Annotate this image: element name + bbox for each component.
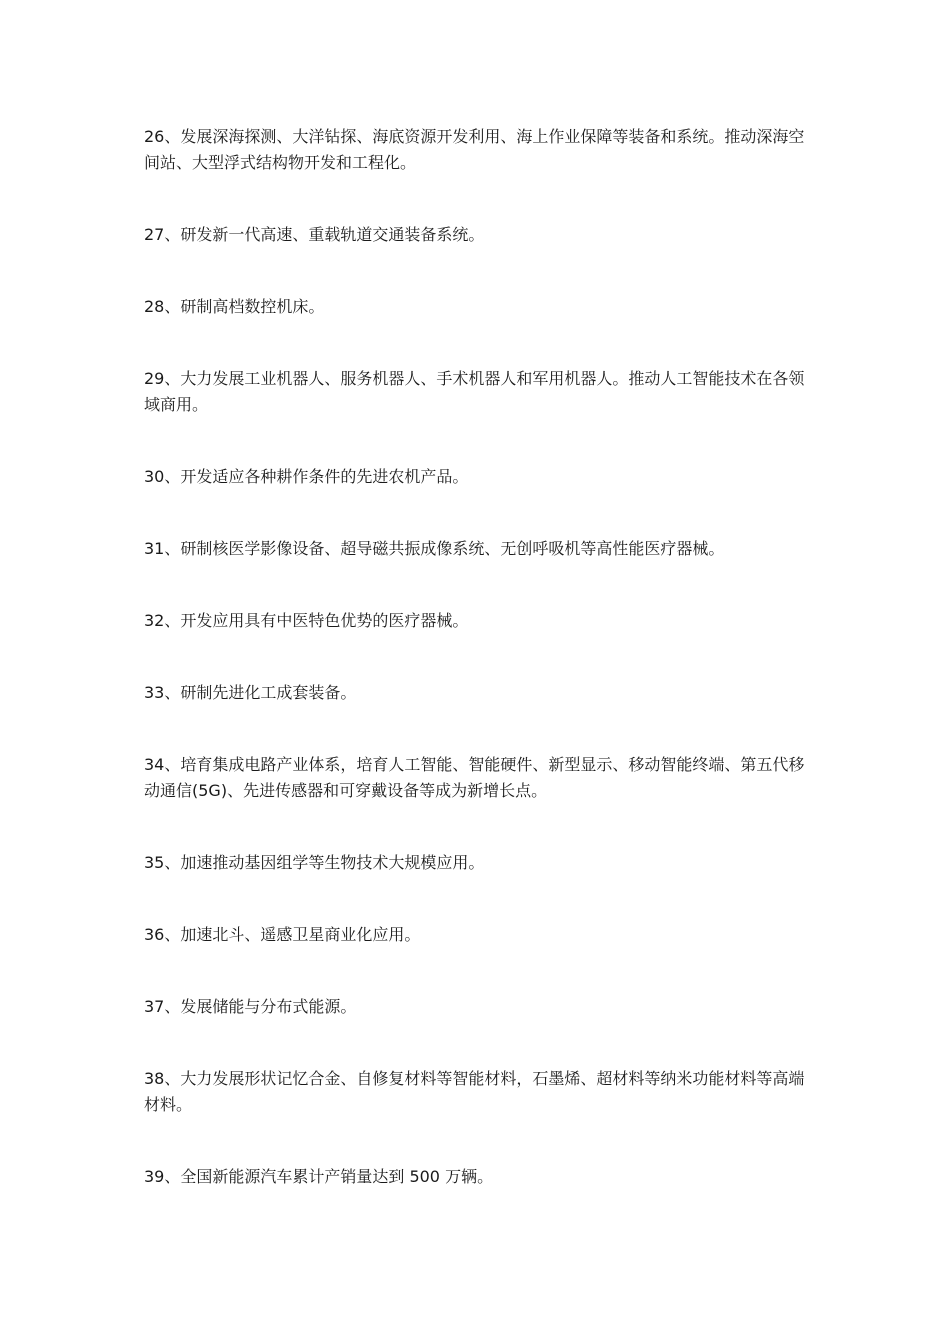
list-item-37: 37、发展储能与分布式能源。 <box>144 997 357 1016</box>
list-item-32: 32、开发应用具有中医特色优势的医疗器械。 <box>144 611 469 630</box>
list-item-27: 27、研发新一代高速、重载轨道交通装备系统。 <box>144 225 485 244</box>
list-item-31: 31、研制核医学影像设备、超导磁共振成像系统、无创呼吸机等高性能医疗器械。 <box>144 539 725 558</box>
list-item-33: 33、研制先进化工成套装备。 <box>144 683 357 702</box>
list-item-34: 34、培育集成电路产业体系，培育人工智能、智能硬件、新型显示、移动智能终端、第五代移动通信(5G)、先进传感器和可穿戴设备等成为新增长点。 <box>144 755 805 800</box>
list-item-39: 39、全国新能源汽车累计产销量达到 500 万辆。 <box>144 1167 494 1186</box>
list-item-29: 29、大力发展工业机器人、服务机器人、手术机器人和军用机器人。推动人工智能技术在各领域商用。 <box>144 369 805 414</box>
list-item-38: 38、大力发展形状记忆合金、自修复材料等智能材料，石墨烯、超材料等纳米功能材料等高端材料。 <box>144 1069 805 1114</box>
list-item-35: 35、加速推动基因组学等生物技术大规模应用。 <box>144 853 485 872</box>
list-item-26: 26、发展深海探测、大洋钻探、海底资源开发利用、海上作业保障等装备和系统。推动深海空间站、大型浮式结构物开发和工程化。 <box>144 127 805 172</box>
document-body <box>144 124 806 1190</box>
list-item-28: 28、研制高档数控机床。 <box>144 297 325 316</box>
list-item-36: 36、加速北斗、遥感卫星商业化应用。 <box>144 925 421 944</box>
list-item-30: 30、开发适应各种耕作条件的先进农机产品。 <box>144 467 469 486</box>
